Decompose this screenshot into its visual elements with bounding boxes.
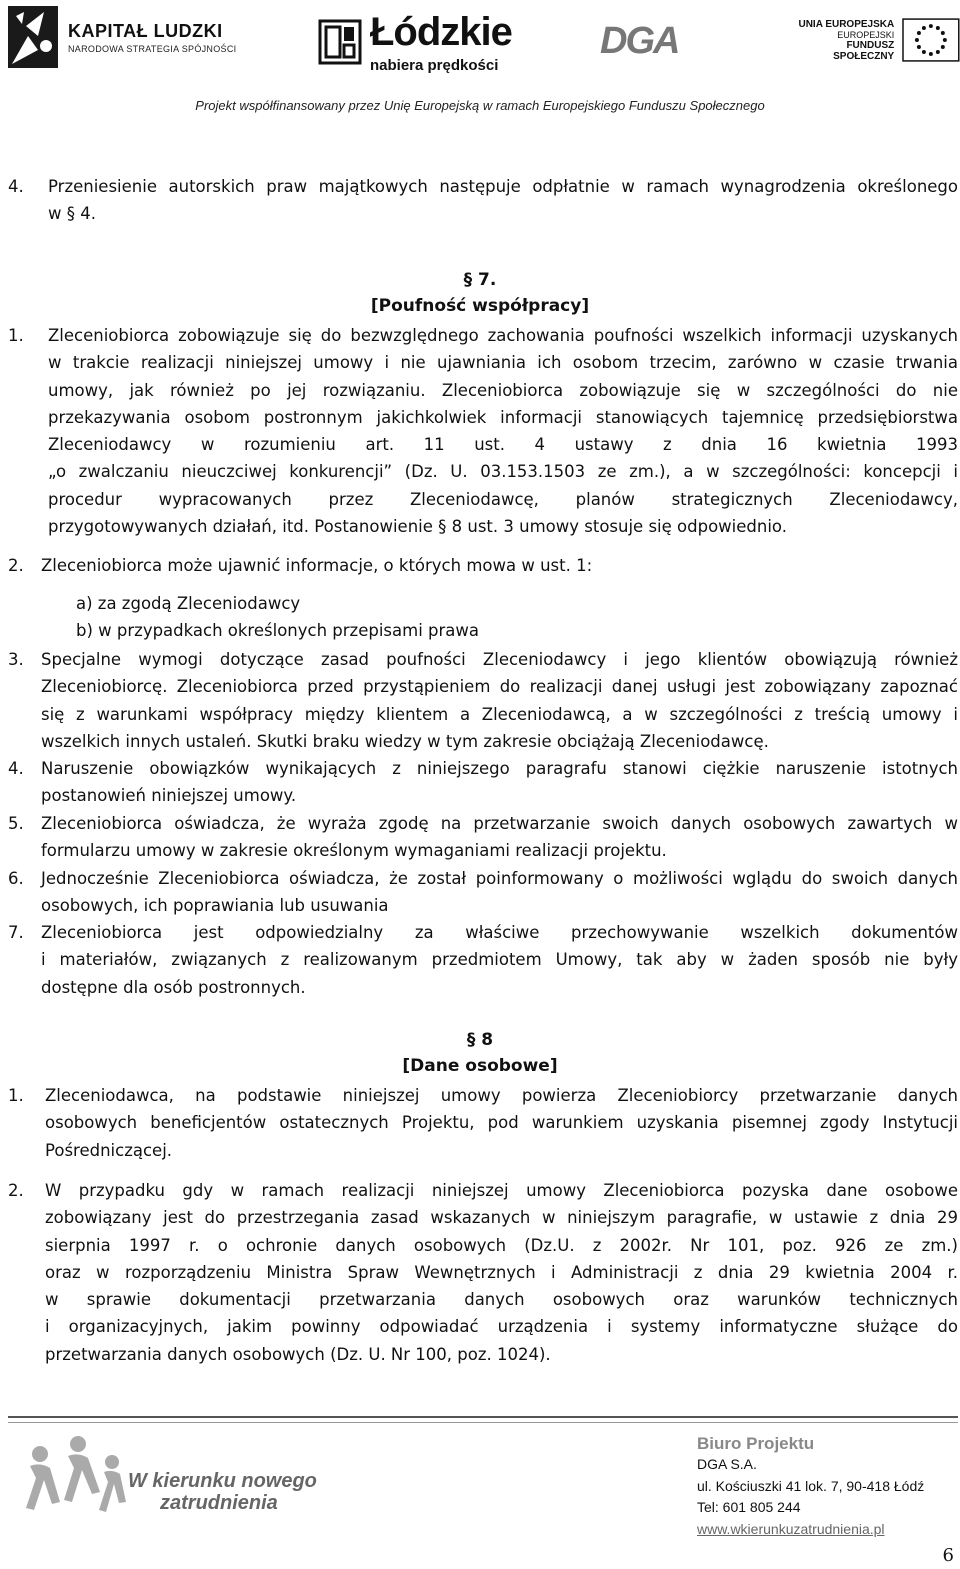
page-number: 6	[942, 1545, 954, 1566]
section-7-subtitle: [Poufność współpracy]	[370, 296, 590, 316]
company-name: DGA S.A.	[697, 1456, 757, 1472]
project-office-address	[697, 1434, 924, 1540]
text-line: i organizacyjnych, jakim powinny odpowiadać urządzenia i systemy informatyczne służące do	[45, 1317, 958, 1337]
clause-7-6	[8, 865, 958, 920]
text-line: Zleceniodawcy w rozumieniu art. 11 ust. 4 ustawy z dnia 16 kwietnia 1993	[48, 435, 958, 455]
text-line: Jednocześnie Zleceniobiorca oświadcza, że został poinformowany o możliwości wglądu do swoich danych	[41, 869, 958, 888]
clause-number: 1.	[8, 1086, 24, 1105]
lodzkie-logo	[318, 10, 512, 74]
text-line: postanowień niniejszej umowy.	[41, 786, 297, 806]
clause-7-2-a: a) za zgodą Zleceniodawcy	[76, 594, 301, 613]
lodzkie-name: Łódzkie	[370, 10, 512, 54]
text-line: W przypadku gdy w ramach realizacji niniejszej umowy Zleceniobiorca pozyska dane osobowe	[45, 1181, 958, 1200]
text-line: Specjalne wymogi dotyczące zasad poufności Zleceniodawcy i jego klientów obowiązują również	[41, 650, 958, 669]
cofinancing-caption: Projekt współfinansowany przez Unię Europejską w ramach Europejskiego Funduszu Społecznego	[195, 98, 765, 113]
footer-slogan-line-1: W kierunku nowego	[128, 1470, 317, 1492]
text-line: wszelkich innych ustaleń. Skutki braku wiedzy w tym zakresie obciążają Zleceniodawcę.	[41, 731, 769, 751]
footer-slogan-line-2: zatrudnienia	[160, 1492, 278, 1514]
street-address: ul. Kościuszki 41 lok. 7, 90-418 Łódź	[697, 1477, 925, 1494]
text-line: dostępne dla osób postronnych.	[41, 977, 306, 997]
eu-logo	[783, 18, 960, 62]
text-line: osobowych beneficjentów ostatecznych Projektu, pod warunkiem uzyskania pisemnej zgody Instytucji	[45, 1113, 958, 1133]
kapital-ludzki-name: KAPITAŁ LUDZKI	[68, 20, 223, 41]
kapital-ludzki-subtitle: NARODOWA STRATEGIA SPÓJNOŚCI	[68, 43, 237, 54]
clause-number: 3.	[8, 650, 24, 669]
text-line: Zleceniobiorca może ujawnić informacje, o których mowa w ust. 1:	[41, 556, 593, 575]
eu-line-3: FUNDUSZ SPOŁECZNY	[833, 39, 895, 62]
clause-7-7	[8, 919, 958, 1001]
people-figures-icon	[20, 1432, 130, 1532]
text-line: osobowych, ich poprawiania lub usuwania	[41, 896, 389, 916]
clause-number: 1.	[8, 326, 24, 345]
kapital-ludzki-logo	[8, 6, 236, 68]
text-line: przygotowywanych działań, itd. Postanowienie § 8 ust. 3 umowy stosuje się odpowiednio.	[48, 517, 787, 537]
clause-7-3	[8, 646, 958, 755]
clause-8-1	[8, 1082, 958, 1164]
clause-7-4	[8, 755, 958, 810]
clause-number: 6.	[8, 869, 24, 888]
clause-number: 7.	[8, 923, 24, 942]
paragraph-number: 4.	[8, 177, 24, 196]
section-7-title: § 7.	[463, 270, 497, 290]
text-line: w trakcie realizacji niniejszej umowy i nie ujawniania ich osobom trzecim, zarówno w czasie trwania	[48, 353, 958, 373]
eu-flag-icon	[902, 18, 960, 62]
text-line: Zleceniobiorcę. Zleceniobiorca przed przystąpieniem do realizacji danej usługi jest zobowiązany zapoznać	[41, 677, 958, 697]
clause-7-5	[8, 810, 958, 865]
text-line: Zleceniodawca, na podstawie niniejszej umowy powierza Zleceniobiorcy przetwarzanie danych	[45, 1086, 958, 1105]
eu-line-1: UNIA EUROPEJSKA	[798, 18, 895, 30]
text-line: w sprawie dokumentacji przetwarzania danych osobowych oraz warunków technicznych	[45, 1290, 958, 1310]
clause-number: 2.	[8, 556, 24, 575]
clause-7-2	[8, 552, 958, 579]
office-title: Biuro Projektu	[697, 1434, 815, 1453]
text-line: Zleceniobiorca oświadcza, że wyraża zgodę na przetwarzanie swoich danych osobowych zawartych w	[41, 814, 958, 833]
clause-7-1	[8, 322, 958, 540]
section-8-subtitle: [Dane osobowe]	[402, 1056, 558, 1076]
clause-number: 4.	[8, 759, 24, 778]
lodzkie-slogan: nabiera prędkości	[370, 57, 499, 74]
paragraph-4	[8, 173, 958, 228]
text-line: przetwarzania danych osobowych (Dz. U. Nr 100, poz. 1024).	[45, 1344, 551, 1364]
text-line: umowy, jak również po jej rozwiązaniu. Zleceniobiorca zobowiązuje się w szczególności do nie	[48, 380, 958, 400]
text-line: Zleceniobiorca zobowiązuje się do bezwzględnego zachowania poufności wszelkich informacji uzyskanych	[48, 326, 958, 345]
text-line: zobowiązany jest do przestrzegania zasad wskazanych w niniejszym paragrafie, w ustawie z dnia 29	[45, 1208, 958, 1228]
text-line: Pośredniczącej.	[45, 1140, 173, 1160]
page-header	[0, 0, 960, 130]
text-line: Zleceniobiorca jest odpowiedzialny za właściwe przechowywanie wszelkich dokumentów	[41, 923, 958, 942]
text-line: Naruszenie obowiązków wynikających z niniejszego paragrafu stanowi ciężkie naruszenie istotnych	[41, 759, 958, 778]
text-line: „o zwalczaniu nieuczciwej konkurencji” (Dz. U. 03.153.1503 ze zm.), a w szczególności: koncepcji i	[48, 462, 958, 482]
footer-slogan	[128, 1470, 317, 1514]
kapital-ludzki-emblem-icon	[8, 6, 58, 68]
text-line: się z warunkami współpracy między klientem a Zleceniodawcą, a w szczególności z treścią umowy i	[41, 704, 958, 724]
website-link[interactable]: www.wkierunkuzatrudnienia.pl	[697, 1520, 885, 1537]
footer-divider	[8, 1416, 958, 1423]
clause-7-2-b: b) w przypadkach określonych przepisami prawa	[76, 621, 479, 640]
clause-number: 2.	[8, 1181, 24, 1200]
dga-logo: DGA	[600, 20, 679, 62]
clause-8-2	[8, 1177, 958, 1368]
text-line: w § 4.	[48, 204, 96, 224]
lodzkie-emblem-icon	[318, 19, 362, 65]
phone-number: Tel: 601 805 244	[697, 1499, 801, 1515]
text-line: przekazywania osobom postronnym jakichkolwiek informacji stanowiących tajemnicę przedsiębiorstwa	[48, 407, 958, 427]
text-line: formularzu umowy w zakresie określonym wymaganiami realizacji projektu.	[41, 841, 667, 861]
text-line: Przeniesienie autorskich praw majątkowych następuje odpłatnie w ramach wynagrodzenia określonego	[48, 177, 958, 196]
text-line: sierpnia 1997 r. o ochronie danych osobowych (Dz.U. z 2002r. Nr 101, poz. 926 ze zm.)	[45, 1235, 958, 1255]
text-line: procedur wypracowanych przez Zleceniodawcę, planów strategicznych Zleceniodawcy,	[48, 489, 958, 509]
clause-number: 5.	[8, 814, 24, 833]
section-8-title: § 8	[466, 1030, 494, 1050]
eu-line-2: EUROPEJSKI	[837, 29, 895, 40]
text-line: i materiałów, związanych z realizowanym przedmiotem Umowy, tak aby w żaden sposób nie były	[41, 950, 958, 970]
text-line: oraz w rozporządzeniu Ministra Spraw Wewnętrznych i Administracji z dnia 29 kwietnia 2004 r.	[45, 1262, 958, 1282]
